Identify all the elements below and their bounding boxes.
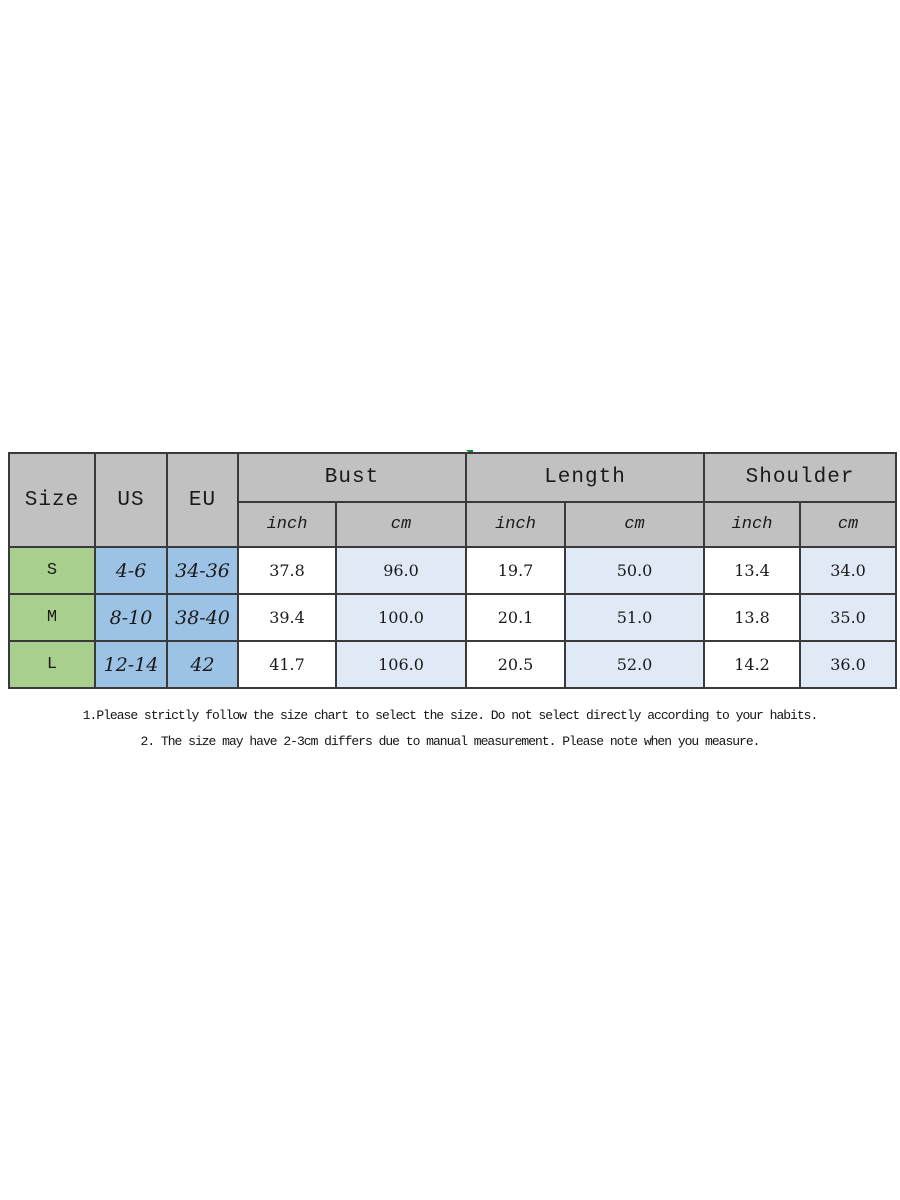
header-bust-cm: cm <box>336 502 466 547</box>
header-length-inch: inch <box>466 502 565 547</box>
cell-shoulder-cm-m: 35.0 <box>800 594 896 641</box>
cell-length-cm-s: 50.0 <box>565 547 704 594</box>
cell-length-cm-l: 52.0 <box>565 641 704 688</box>
cell-us-m: 8-10 <box>95 594 167 641</box>
cell-eu-m: 38-40 <box>167 594 238 641</box>
header-shoulder: Shoulder <box>704 453 896 502</box>
cell-bust-inch-m: 39.4 <box>238 594 336 641</box>
header-bust: Bust <box>238 453 466 502</box>
header-shoulder-cm: cm <box>800 502 896 547</box>
note-line-1: 1.Please strictly follow the size chart to select the size. Do not select directly according to your habits. <box>82 708 818 723</box>
note-line-2: 2. The size may have 2-3cm differs due to manual measurement. Please note when you measure. <box>140 734 760 749</box>
size-chart-table <box>8 452 897 689</box>
cell-eu-s: 34-36 <box>167 547 238 594</box>
header-length-cm: cm <box>565 502 704 547</box>
cell-bust-inch-s: 37.8 <box>238 547 336 594</box>
cell-size-l: L <box>9 641 95 688</box>
cell-length-inch-l: 20.5 <box>466 641 565 688</box>
cell-length-inch-m: 20.1 <box>466 594 565 641</box>
cell-bust-inch-l: 41.7 <box>238 641 336 688</box>
cell-length-inch-s: 19.7 <box>466 547 565 594</box>
header-size: Size <box>9 453 95 547</box>
cell-us-s: 4-6 <box>95 547 167 594</box>
cell-bust-cm-m: 100.0 <box>336 594 466 641</box>
cell-shoulder-inch-s: 13.4 <box>704 547 800 594</box>
header-eu: EU <box>167 453 238 547</box>
cell-shoulder-cm-s: 34.0 <box>800 547 896 594</box>
cell-shoulder-inch-l: 14.2 <box>704 641 800 688</box>
cell-length-cm-m: 51.0 <box>565 594 704 641</box>
cell-size-m: M <box>9 594 95 641</box>
size-chart-notes <box>0 703 900 755</box>
cell-eu-l: 42 <box>167 641 238 688</box>
cell-shoulder-inch-m: 13.8 <box>704 594 800 641</box>
table-row-m <box>9 594 896 641</box>
header-us: US <box>95 453 167 547</box>
table-row-s <box>9 547 896 594</box>
table-row-l <box>9 641 896 688</box>
cell-bust-cm-l: 106.0 <box>336 641 466 688</box>
cell-shoulder-cm-l: 36.0 <box>800 641 896 688</box>
cell-bust-cm-s: 96.0 <box>336 547 466 594</box>
header-shoulder-inch: inch <box>704 502 800 547</box>
header-length: Length <box>466 453 704 502</box>
header-bust-inch: inch <box>238 502 336 547</box>
cell-us-l: 12-14 <box>95 641 167 688</box>
cell-size-s: S <box>9 547 95 594</box>
